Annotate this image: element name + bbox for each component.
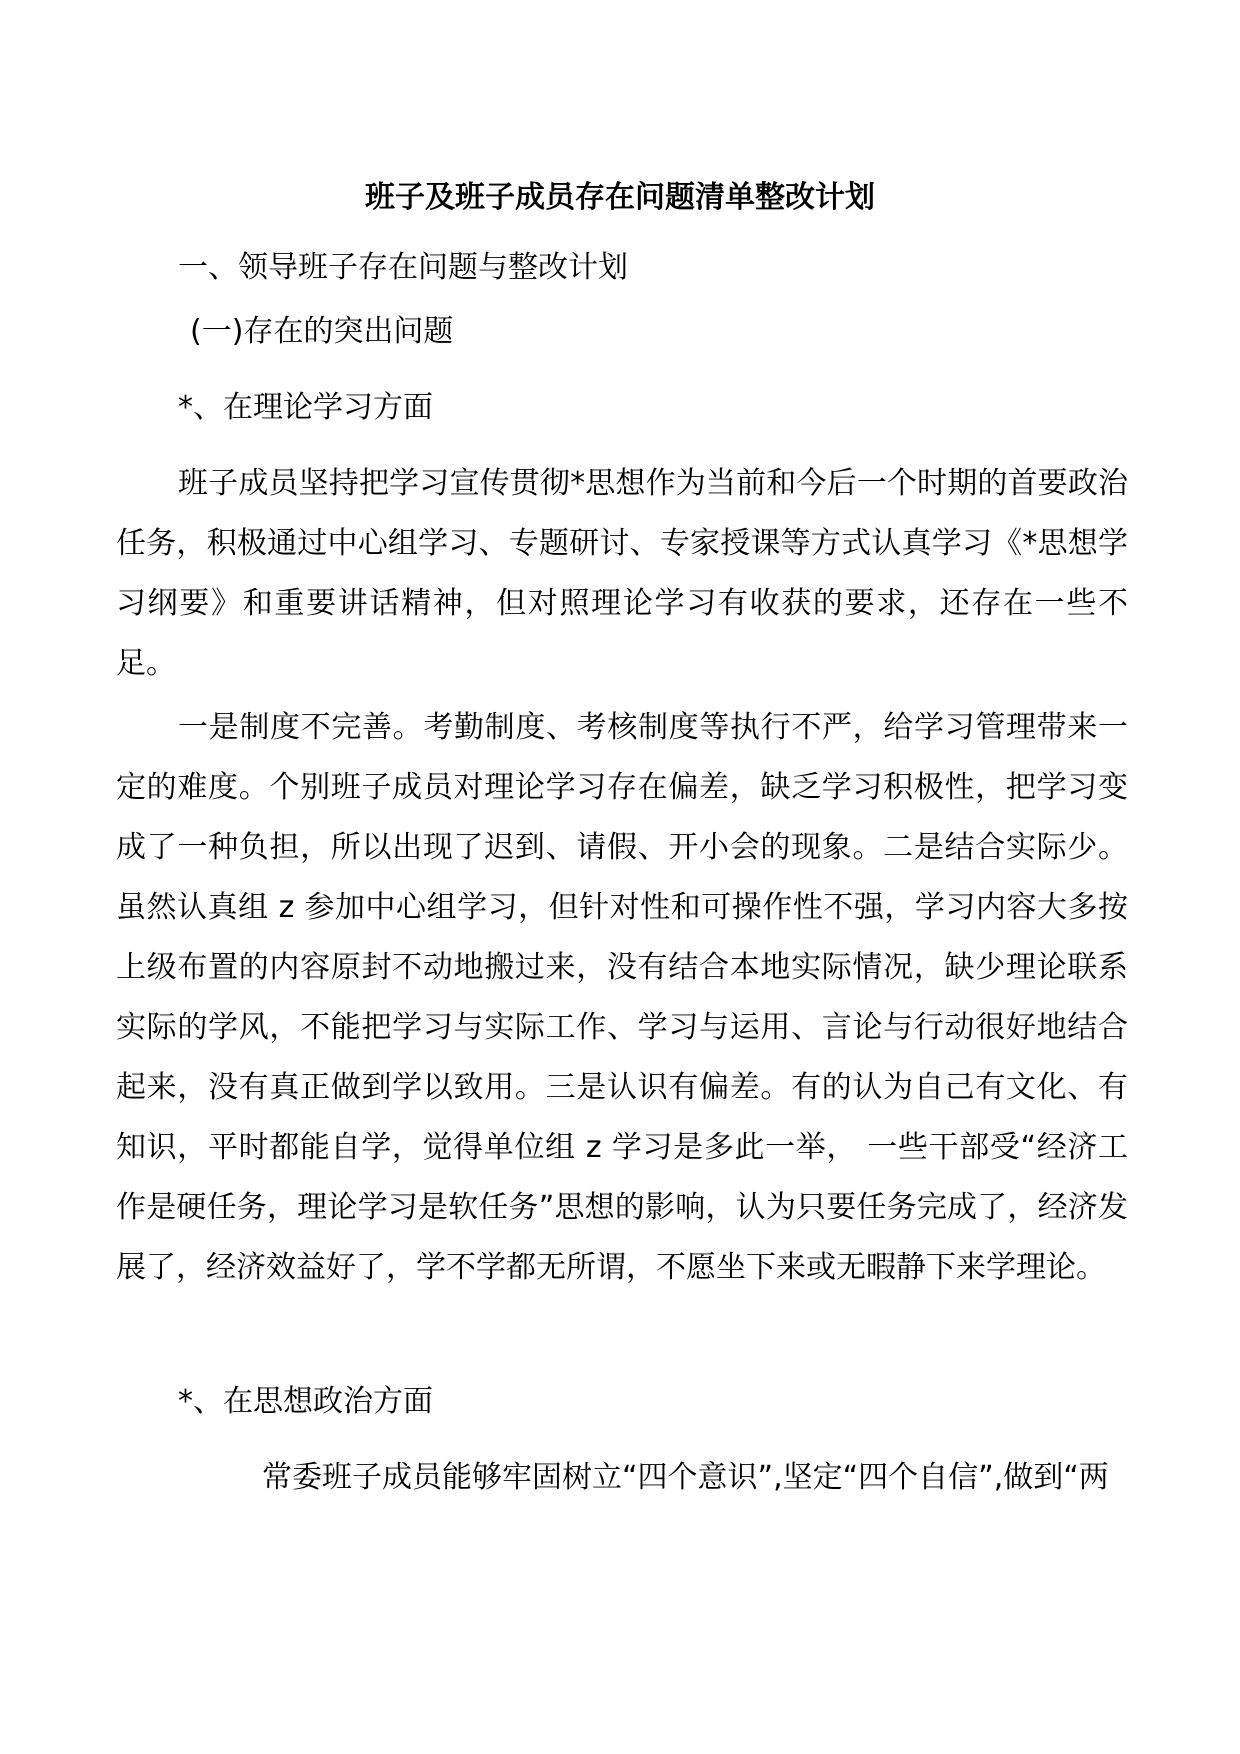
- item-heading-theory-study: *、在理论学习方面: [178, 390, 433, 425]
- subsection-heading-prominent-problems: (一)存在的突出问题: [190, 314, 454, 349]
- paragraph-theory-study-intro: 班子成员坚持把学习宣传贯彻*思想作为当前和今后一个时期的首要政治任务，积极通过中心组学习、专题研讨、专家授课等方式认真学习《*思想学习纲要》和重要讲话精神，但对照理论学习有收获的要求，还存在一些不足。: [116, 466, 1128, 681]
- document-title: 班子及班子成员存在问题清单整改计划: [365, 180, 875, 215]
- section-heading-leadership-problems: 一、领导班子存在问题与整改计划: [178, 250, 628, 285]
- paragraph-theory-study-issues: 一是制度不完善。考勤制度、考核制度等执行不严，给学习管理带来一定的难度。个别班子成员对理论学习存在偏差，缺乏学习积极性，把学习变成了一种负担，所以出现了迟到、请假、开小会的现象。二是结合实际少。虽然认真组 z 参加中心组学习，但针对性和可操作性不强，学习内容大多按上级布置的内容原封不动地搬过来，没有结合本地实际情况，缺少理论联系实际的学风，不能把学习与实际工作、学习与运用、言论与行动很好地结合起来，没有真正做到学以致用。三是认识有偏差。有的认为自己有文化、有知识，平时都能自学，觉得单位组 z 学习是多此一举， 一些干部受“经济工作是硬任务，理论学习是软任务”思想的影响，认为只要任务完成了，经济发展了，经济效益好了，学不学都无所谓，不愿坐下来或无暇静下来学理论。: [116, 710, 1128, 1285]
- paragraph-ideological-political: 常委班子成员能够牢固树立“四个意识”,坚定“四个自信”,做到“两: [262, 1460, 1109, 1495]
- item-heading-ideological-political: *、在思想政治方面: [178, 1384, 433, 1419]
